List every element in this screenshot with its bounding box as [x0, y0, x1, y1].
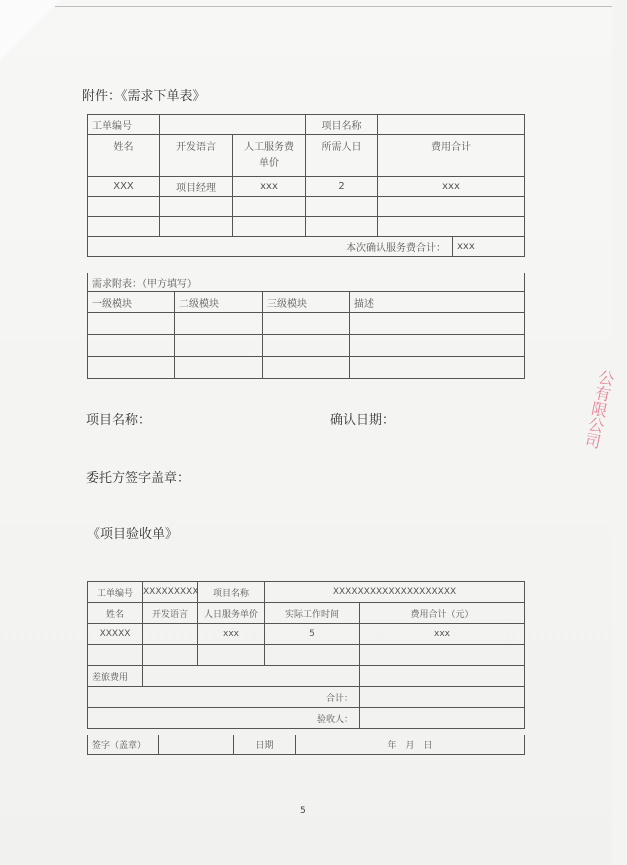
acc-project-name-value[interactable]: XXXXXXXXXXXXXXXXXXXX [265, 582, 525, 603]
col-service-fee: 人工服务费 [244, 141, 294, 153]
confirm-total-label: 本次确认服务费合计： [88, 237, 453, 257]
order-table [87, 114, 525, 257]
cell-total[interactable]: xxx [378, 177, 525, 197]
acc-col-dev-lang: 开发语言 [143, 603, 198, 624]
table-row [88, 292, 525, 313]
acc-order-no-value[interactable]: XXXXXXXXX [143, 582, 198, 603]
col-dev-lang: 开发语言 [160, 135, 233, 177]
table-row [88, 357, 525, 379]
travel-fee-value[interactable] [360, 666, 525, 687]
table-row [88, 603, 525, 624]
date-ymd[interactable]: 年 月 日 [296, 735, 525, 755]
acc-project-name-header: 项目名称 [198, 582, 265, 603]
acc-col-day-price: 人日服务单价 [198, 603, 265, 624]
travel-fee-cell[interactable] [143, 666, 360, 687]
acceptor-label: 验收人： [88, 708, 360, 729]
acc-cell-lang[interactable] [143, 624, 198, 645]
table-row [88, 708, 525, 729]
col-module-2: 二级模块 [175, 292, 263, 313]
col-module-1: 一级模块 [88, 292, 175, 313]
table-row [88, 135, 525, 177]
requirement-label: 需求附表：（甲方填写） [88, 273, 525, 292]
acceptor-value[interactable] [360, 708, 525, 729]
cell-price[interactable]: xxx [233, 177, 306, 197]
acceptance-title: 《项目验收单》 [87, 527, 179, 542]
date-label: 日期 [234, 735, 296, 755]
table-row [88, 197, 525, 217]
acc-cell-name[interactable]: XXXXX [88, 624, 143, 645]
client-sign-label: 委托方签字盖章： [86, 471, 191, 486]
acc-cell-total[interactable]: xxx [360, 624, 525, 645]
acc-col-name: 姓名 [88, 603, 143, 624]
attachment-title: 附件：《需求下单表》 [82, 89, 206, 104]
order-no-header: 工单编号 [88, 115, 160, 135]
table-row [88, 217, 525, 237]
acceptance-table [87, 581, 525, 729]
table-row [88, 177, 525, 197]
table-row [88, 237, 525, 257]
acc-order-no-header: 工单编号 [88, 582, 143, 603]
col-person-days: 所需人日 [306, 135, 378, 177]
sign-label: 签字（盖章） [88, 735, 159, 755]
acc-col-actual-time: 实际工作时间 [265, 603, 360, 624]
confirm-total-value[interactable]: xxx [453, 237, 525, 257]
stamp-text: 公有限公司 [581, 367, 617, 451]
order-no-cell[interactable] [160, 115, 306, 135]
sum-value[interactable] [360, 687, 525, 708]
table-row [88, 115, 525, 135]
sum-label: 合计： [88, 687, 360, 708]
col-total: 费用合计 [378, 135, 525, 177]
col-service-fee-unit: 单价 [259, 157, 279, 169]
table-row [88, 335, 525, 357]
table-row [88, 582, 525, 603]
cell-lang[interactable]: 项目经理 [160, 177, 233, 197]
table-row [88, 313, 525, 335]
project-name-header: 项目名称 [306, 115, 378, 135]
sign-row [87, 735, 525, 755]
travel-fee-label: 差旅费用 [88, 666, 143, 687]
table-row [88, 645, 525, 666]
requirement-table [87, 273, 525, 379]
table-row [88, 666, 525, 687]
sign-cell[interactable] [159, 735, 234, 755]
project-name-label: 项目名称： [86, 413, 152, 428]
cell-name[interactable]: XXX [88, 177, 160, 197]
col-description: 描述 [350, 292, 525, 313]
col-name: 姓名 [88, 135, 160, 177]
company-stamp [579, 368, 627, 462]
table-row [88, 273, 525, 292]
confirm-date-label: 确认日期： [330, 413, 396, 428]
acc-cell-time[interactable]: 5 [265, 624, 360, 645]
page-edge-line [55, 6, 612, 7]
page-fold [0, 0, 60, 60]
page-number: 5 [300, 806, 306, 816]
acc-col-total: 费用合计（元） [360, 603, 525, 624]
table-row [88, 687, 525, 708]
project-name-cell[interactable] [378, 115, 525, 135]
table-row [88, 735, 525, 755]
cell-days[interactable]: 2 [306, 177, 378, 197]
acc-cell-price[interactable]: xxx [198, 624, 265, 645]
col-module-3: 三级模块 [263, 292, 350, 313]
table-row [88, 624, 525, 645]
